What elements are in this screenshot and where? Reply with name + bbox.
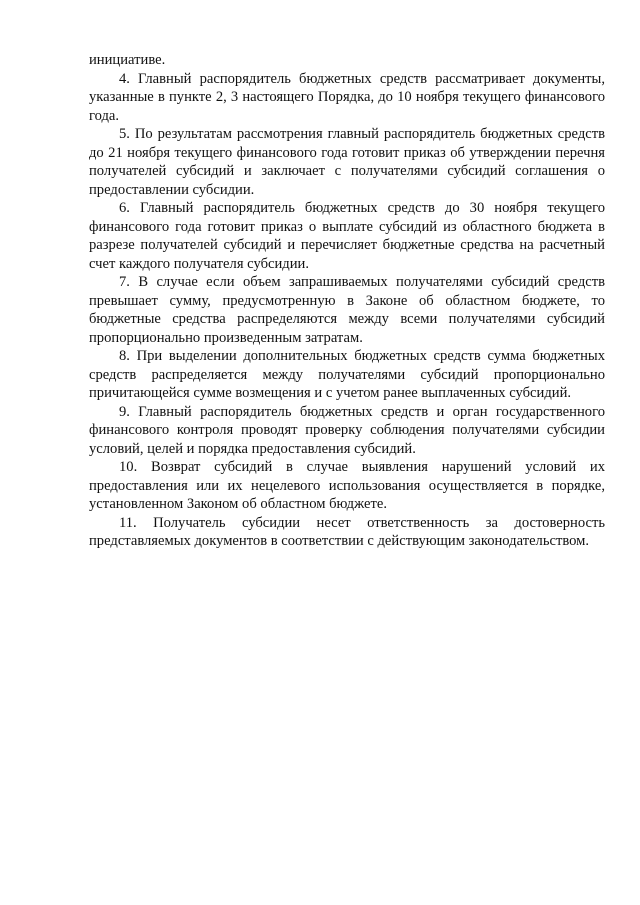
paragraph-item-6: 6. Главный распорядитель бюджетных средств до 30 ноября текущего финансового года готовит приказ о выплате субсидий из областного бюджета в разрезе получателей субсидий и перечисляет бюджетные средства на расчетный счет каждого получателя субсидии. [89,200,605,272]
paragraph-item-4: 4. Главный распорядитель бюджетных средств рассматривает документы, указанные в пункте 2, 3 настоящего Порядка, до 10 ноября текущего финансового года. [89,70,605,124]
paragraph-item-8: 8. При выделении дополнительных бюджетных средств сумма бюджетных средств распределяется между получателями субсидий пропорционально причитающейся сумме возмещения и с учетом ранее выплаченных субсидий. [89,348,605,401]
paragraph-continuation: инициативе. [89,52,166,68]
paragraph-item-7: 7. В случае если объем запрашиваемых получателями субсидий средств превышает сумму, предусмотренную в Законе об областном бюджете, то бюджетные средства распределяются между всеми получателями субсидий пропорционально произведенным затратам. [89,274,605,346]
paragraph-item-5: 5. По результатам рассмотрения главный распорядитель бюджетных средств до 21 ноября текущего финансового года готовит приказ об утверждении перечня получателей субсидий и заключает с получателями субсидий соглашения о предоставлении субсидии. [89,126,605,198]
paragraph-item-10: 10. Возврат субсидий в случае выявления нарушений условий их предоставления или их нецелевого использования осуществляется в порядке, установленном Законом об областном бюджете. [89,459,605,512]
paragraph-item-9: 9. Главный распорядитель бюджетных средств и орган государственного финансового контроля проводят проверку соблюдения получателями субсидии условий, целей и порядка предоставления субсидий. [89,403,605,457]
document-page [89,51,605,551]
paragraph-item-11: 11. Получатель субсидии несет ответственность за достоверность представляемых документов в соответствии с действующим законодательством. [89,514,605,549]
